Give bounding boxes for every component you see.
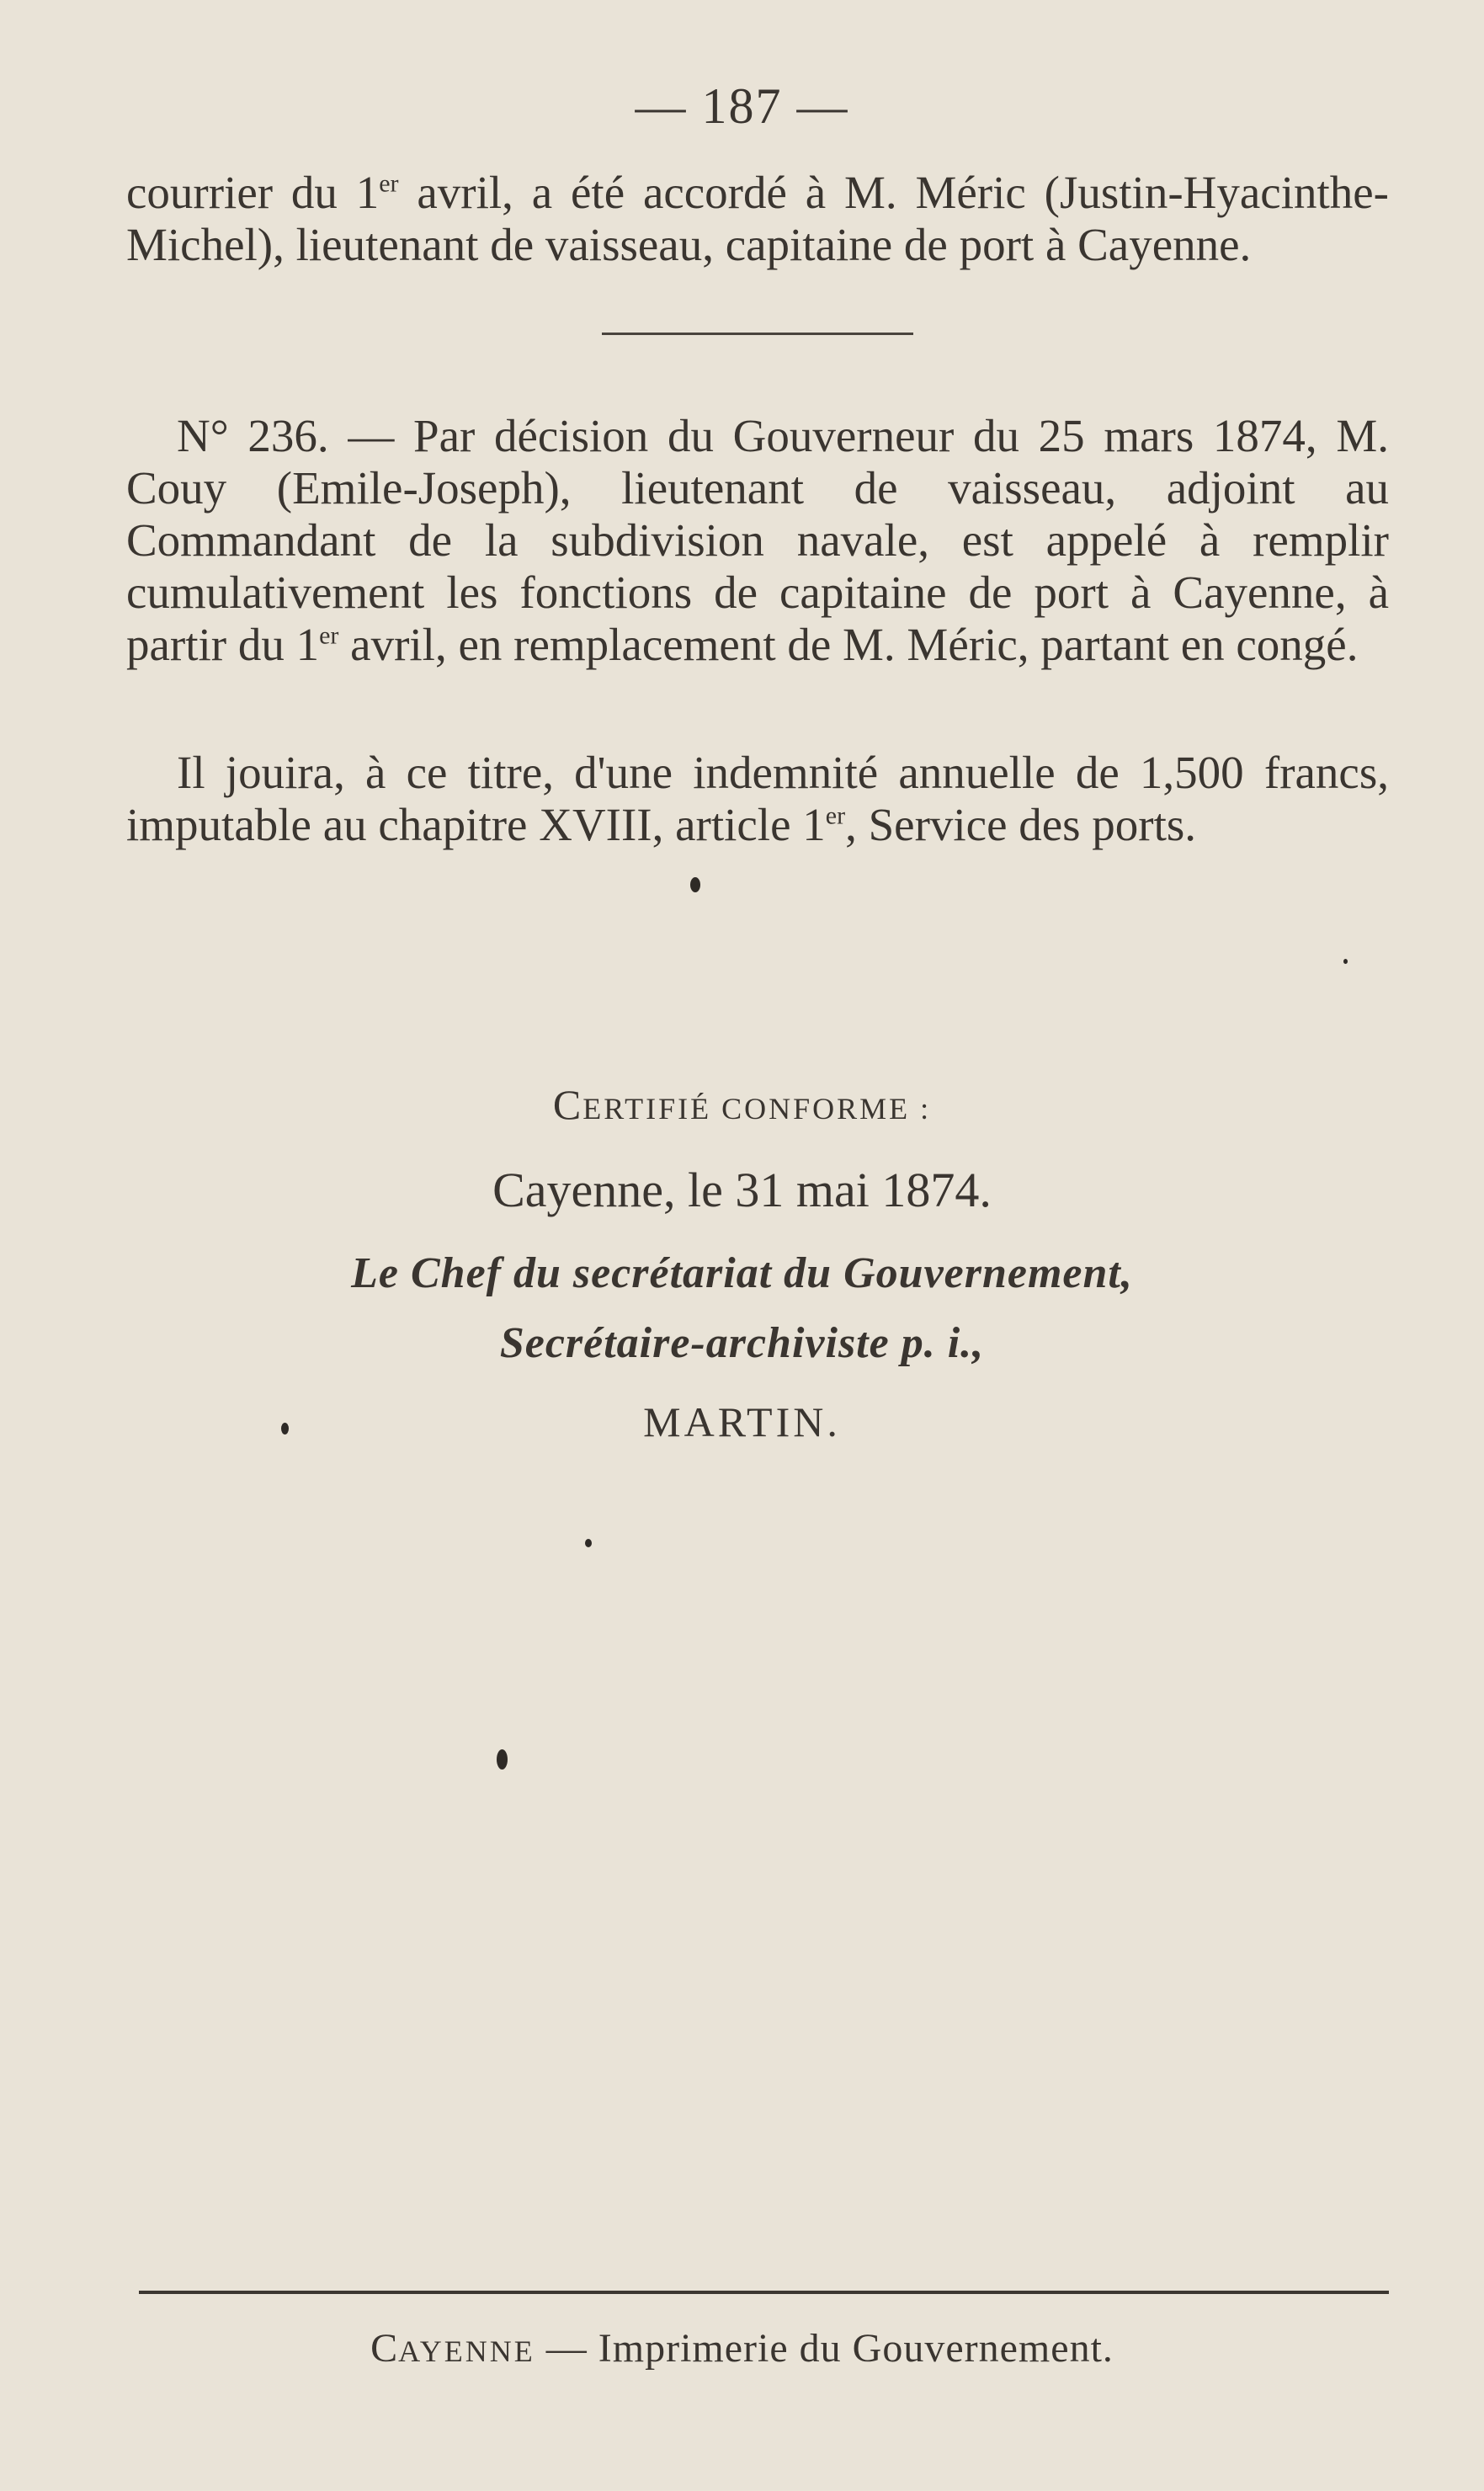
ink-speck [585,1539,592,1547]
paragraph-text: Il jouira, à ce titre, d'une indemnité annuelle de 1,500 francs, imputable au chapitre XVIII, article 1 [126,747,1389,850]
section-divider [602,333,913,335]
decision-paragraph [126,410,1389,671]
paragraph-text: courrier du 1 [126,167,380,218]
ink-speck [281,1423,289,1434]
paragraph-text: avril, en remplacement de M. Méric, partant en congé. [338,619,1359,670]
indemnity-paragraph [126,747,1389,851]
paragraph-text: N° 236. — Par décision du Gouverneur du 25 mars 1874, M. Couy (Emile-Joseph), lieutenant de vaisseau, adjoint au Commandant de la subdivision navale, est appelé à remplir cumulativement les fonctions de capitaine de port à Cayenne, à partir du 1 [126,410,1389,670]
paragraph-text: , Service des ports. [845,799,1197,850]
paragraph-text: avril, a été accordé à M. Méric (Justin-Hyacinthe-Michel), lieutenant de vaisseau, capitaine de port à Cayenne. [126,167,1389,270]
footer-initial: C [370,2326,399,2371]
signatory-title: Le Chef du secrétariat du Gouvernement, [351,1249,1133,1297]
certification-heading [0,1080,1484,1129]
ordinal-suffix: er [319,621,339,650]
ordinal-suffix: er [379,169,399,198]
page-number: — 187 — [635,78,849,134]
footer-city: AYENNE [398,2334,535,2368]
footer-rule [139,2291,1389,2294]
signatory-role: Secrétaire-archiviste p. i., [499,1319,985,1367]
certification-rest: ERTIFIÉ CONFORME : [582,1092,932,1126]
ordinal-suffix: er [825,801,846,830]
ink-speck [1343,959,1348,964]
ink-speck [690,877,700,892]
ink-speck [497,1749,508,1770]
printer-footer [0,2325,1484,2371]
paragraph-continuation [126,167,1389,271]
certification-initial: C [552,1081,583,1128]
signatory-name: MARTIN. [643,1398,841,1445]
footer-text: — Imprimerie du Gouvernement. [535,2326,1114,2371]
place-date: Cayenne, le 31 mai 1874. [492,1163,992,1217]
